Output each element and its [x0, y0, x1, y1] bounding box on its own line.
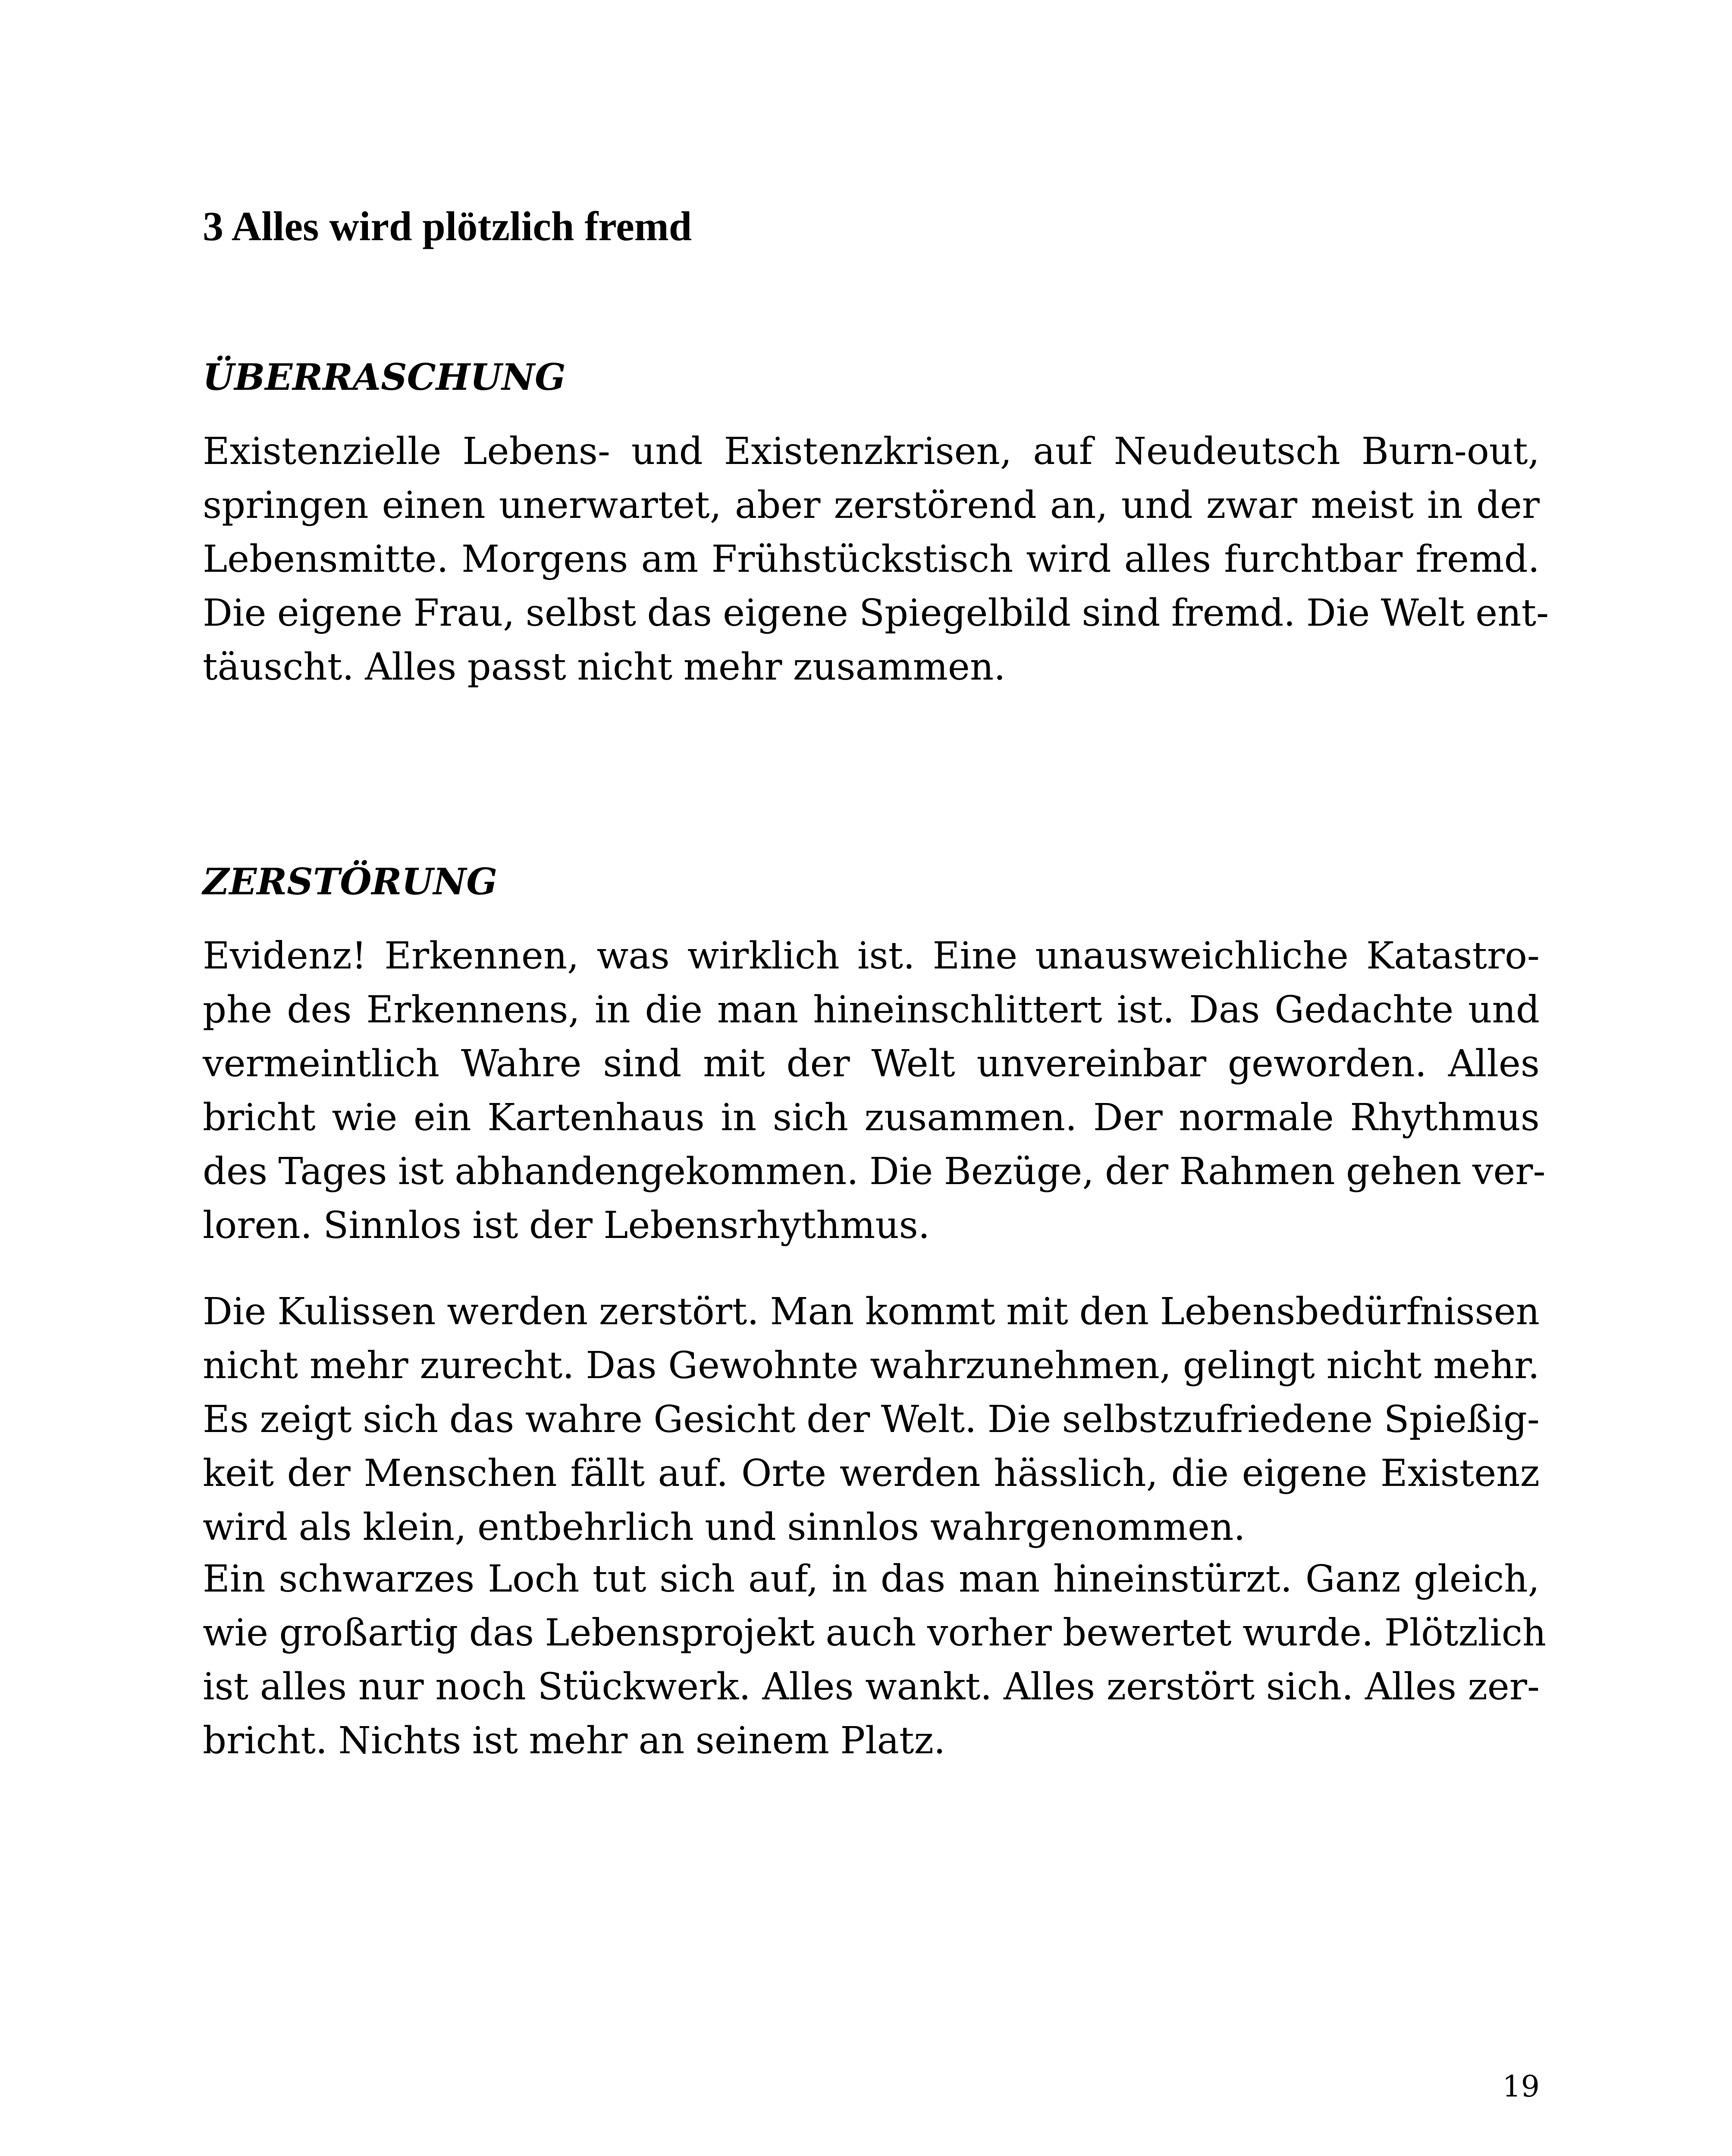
page-number: 19: [1502, 2070, 1540, 2104]
text-line: phe des Erkennens, in die man hineinschlittert ist. Das Gedachte und: [203, 988, 1540, 1031]
text-line: wie großartig das Lebensprojekt auch vorher bewertet wurde. Plötzlich: [203, 1611, 1547, 1655]
text-line: täuscht. Alles passt nicht mehr zusammen.: [203, 646, 1006, 689]
paragraph-zerstoerung-1: [203, 929, 1546, 1253]
text-line: Evidenz! Erkennen, was wirklich ist. Eine unausweichliche Katastro-: [203, 934, 1540, 978]
text-line: nicht mehr zurecht. Das Gewohnte wahrzunehmen, gelingt nicht mehr.: [203, 1344, 1540, 1387]
section-heading-ueberraschung: ÜBERRASCHUNG: [203, 356, 566, 398]
text-line: Ein schwarzes Loch tut sich auf, in das man hineinstürzt. Ganz gleich,: [203, 1557, 1540, 1601]
text-line: bricht. Nichts ist mehr an seinem Platz.: [203, 1719, 946, 1762]
text-line: keit der Menschen fällt auf. Orte werden hässlich, die eigene Existenz: [203, 1452, 1540, 1495]
text-line: Die eigene Frau, selbst das eigene Spiegelbild sind fremd. Die Welt ent-: [203, 592, 1549, 635]
text-line: des Tages ist abhandengekommen. Die Bezüge, der Rahmen gehen ver-: [203, 1150, 1546, 1193]
paragraph-ueberraschung-1: [203, 425, 1549, 694]
text-line: springen einen unerwartet, aber zerstörend an, und zwar meist in der: [203, 484, 1540, 527]
paragraph-zerstoerung-2: [203, 1285, 1540, 1554]
text-line: Es zeigt sich das wahre Gesicht der Welt. Die selbstzufriedene Spießig-: [203, 1398, 1540, 1441]
text-line: Existenzielle Lebens- und Existenzkrisen, auf Neudeutsch Burn-out,: [203, 430, 1540, 473]
section-heading-zerstoerung: ZERSTÖRUNG: [203, 860, 498, 903]
text-line: wird als klein, entbehrlich und sinnlos wahrgenommen.: [203, 1506, 1246, 1549]
text-line: bricht wie ein Kartenhaus in sich zusammen. Der normale Rhythmus: [203, 1096, 1540, 1139]
text-line: Die Kulissen werden zerstört. Man kommt mit den Lebensbedürfnissen: [203, 1290, 1540, 1333]
text-line: ist alles nur noch Stückwerk. Alles wankt. Alles zerstört sich. Alles zer-: [203, 1665, 1540, 1708]
text-line: vermeintlich Wahre sind mit der Welt unvereinbar geworden. Alles: [203, 1042, 1540, 1085]
text-line: Lebensmitte. Morgens am Frühstückstisch wird alles furchtbar fremd.: [203, 538, 1540, 581]
chapter-title: 3 Alles wird plötzlich fremd: [203, 203, 692, 249]
paragraph-zerstoerung-3: [203, 1552, 1547, 1768]
text-line: loren. Sinnlos ist der Lebensrhythmus.: [203, 1204, 930, 1247]
book-page: [203, 0, 1549, 2156]
